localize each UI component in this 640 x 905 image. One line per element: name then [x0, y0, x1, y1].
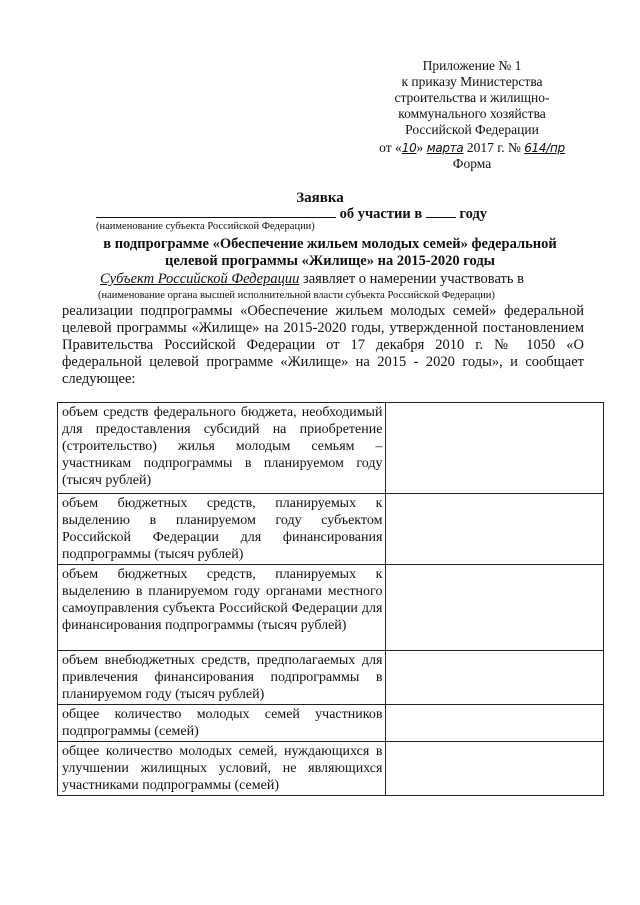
row-value-cell[interactable]: [386, 651, 604, 705]
table-row: [58, 565, 604, 651]
form-label: Форма: [452, 156, 492, 171]
table-row: [58, 403, 604, 494]
program-title: [60, 236, 600, 270]
subject-name-blank: [96, 205, 336, 218]
table-row: [58, 742, 604, 796]
date-mid: »: [416, 140, 427, 155]
appendix-line: строительства и жилищно-: [394, 90, 550, 105]
row-label: объем бюджетных средств, планируемых к выделению в планируемом году органами местного самоуправления субъекта Российской Федерации для финансирования подпрограммы (тысяч рублей): [58, 565, 386, 651]
subject-filled: Субъект Российской Федерации: [100, 271, 300, 287]
row-label: объем средств федерального бюджета, необходимый для предоставления субсидий на приобретение (строительство) жилья молодым семьям – участникам подпрограммы в планируемом году (тысяч рублей): [58, 403, 386, 494]
appendix-line: Российской Федерации: [405, 122, 539, 137]
row-label: объем бюджетных средств, планируемых к выделению в планируемом году субъектом Российской Федерации для финансирования подпрограммы (тысяч рублей): [58, 494, 386, 565]
date-prefix: от «: [379, 140, 402, 155]
appendix-line: Приложение № 1: [422, 58, 522, 73]
order-date-line: [372, 140, 572, 156]
appendix-header: [372, 58, 572, 172]
program-title-line: целевой программы «Жилище» на 2015-2020 годы: [165, 253, 495, 269]
row-value-cell[interactable]: [386, 494, 604, 565]
row-label: общее количество молодых семей участников подпрограммы (семей): [58, 705, 386, 742]
appendix-line: к приказу Министерства: [401, 74, 543, 89]
row-value-cell[interactable]: [386, 403, 604, 494]
row-value-cell[interactable]: [386, 565, 604, 651]
handwritten-month: марта: [426, 141, 464, 155]
handwritten-day: 10: [401, 141, 417, 155]
year-blank: [426, 205, 456, 218]
table-row: [58, 494, 604, 565]
row-label: общее количество молодых семей, нуждающихся в улучшении жилищных условий, не являющихся участниками подпрограммы (семей): [58, 742, 386, 796]
lead-line: [100, 271, 524, 288]
row-value-cell[interactable]: [386, 742, 604, 796]
year-word: году: [459, 206, 488, 222]
participation-text: об участии в: [339, 206, 423, 222]
program-title-line: в подпрограмме «Обеспечение жильем молодых семей» федеральной: [103, 236, 557, 252]
subject-caption: (наименование субъекта Российской Федерации): [96, 221, 315, 232]
row-value-cell[interactable]: [386, 705, 604, 742]
body-paragraph: реализации подпрограммы «Обеспечение жильем молодых семей» федеральной целевой программы «Жилище» на 2015-2020 годы, утвержденной постановлением Правительства Российской Федерации от 17 декабря 2010 г. № 1050 «О федеральной целевой программе «Жилище» на 2015 - 2020 годы», и сообщает следующее:: [62, 303, 584, 387]
table-row: [58, 651, 604, 705]
appendix-line: коммунального хозяйства: [398, 106, 546, 121]
date-year: 2017 г. №: [463, 140, 525, 155]
handwritten-order-number: 614/пр: [524, 141, 565, 155]
lead-rest: заявляет о намерении участвовать в: [299, 271, 524, 287]
row-label: объем внебюджетных средств, предполагаемых для привлечения финансирования подпрограммы в планируемом году (тысяч рублей): [58, 651, 386, 705]
document-title: Заявка: [296, 190, 344, 206]
data-table: [57, 402, 604, 796]
authority-caption: (наименование органа высшей исполнительной власти субъекта Российской Федерации): [98, 290, 495, 301]
table-row: [58, 705, 604, 742]
